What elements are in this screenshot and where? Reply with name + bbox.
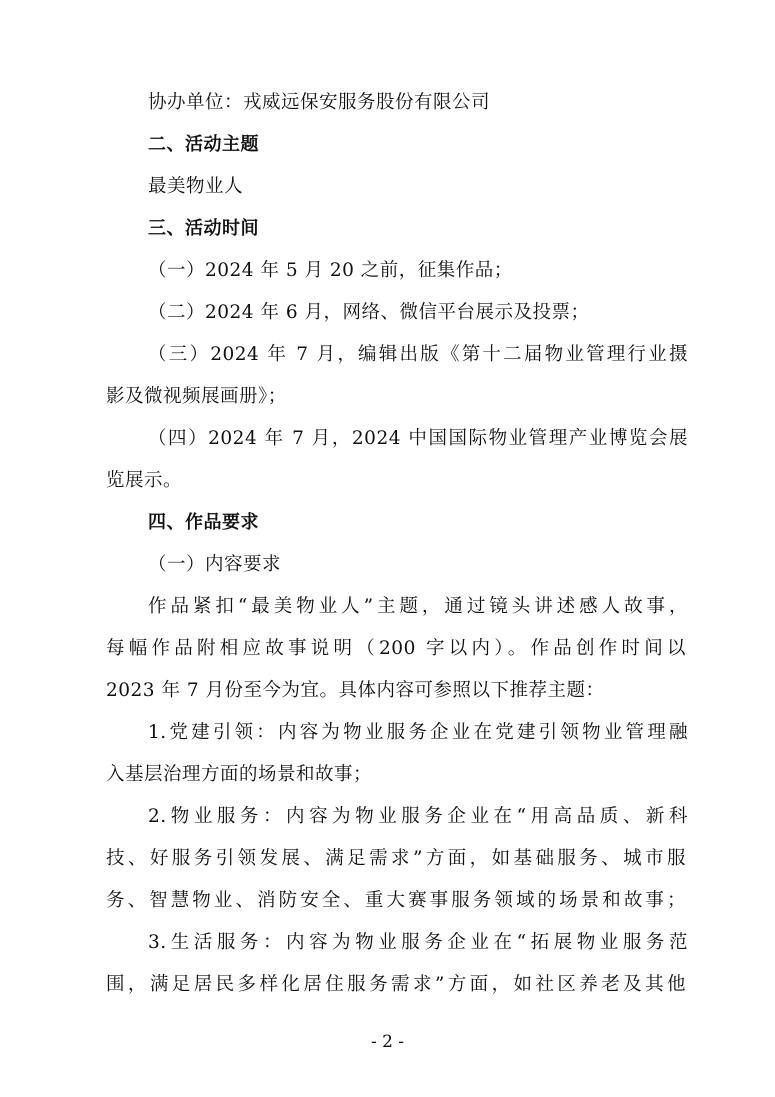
time-item-3-line-1: （三）2024 年 7 月，编辑出版《第十二届物业管理行业摄 bbox=[148, 344, 688, 365]
time-item-2: （二）2024 年 6 月，网络、微信平台展示及投票； bbox=[148, 302, 590, 323]
topic-2-line-1: 2.物业服务：内容为物业服务企业在“用高品质、新科 bbox=[148, 806, 688, 827]
time-item-4-line-1: （四）2024 年 7 月，2024 中国国际物业管理产业博览会展 bbox=[148, 428, 688, 449]
topic-3-line-2: 围，满足居民多样化居住服务需求”方面，如社区养老及其他 bbox=[106, 974, 686, 995]
theme-text: 最美物业人 bbox=[148, 176, 244, 197]
topic-1-line-2: 入基层治理方面的场景和故事； bbox=[106, 764, 373, 785]
topic-2-line-3: 务、智慧物业、消防安全、重大赛事服务领域的场景和故事； bbox=[106, 890, 686, 911]
requirements-paragraph-line-3: 2023 年 7 月份至今为宜。具体内容可参照以下推荐主题： bbox=[106, 680, 605, 701]
section-heading-time: 三、活动时间 bbox=[148, 218, 259, 239]
subheading-content-requirements: （一）内容要求 bbox=[148, 554, 282, 575]
page-number: - 2 - bbox=[370, 1032, 405, 1052]
section-heading-theme: 二、活动主题 bbox=[148, 134, 259, 155]
time-item-4-line-2: 览展示。 bbox=[106, 470, 183, 491]
topic-1-line-1: 1.党建引领：内容为物业服务企业在党建引领物业管理融 bbox=[148, 722, 688, 743]
requirements-paragraph-line-2: 每幅作品附相应故事说明（200 字以内）。作品创作时间以 bbox=[106, 638, 686, 659]
topic-3-line-1: 3.生活服务：内容为物业服务企业在“拓展物业服务范 bbox=[148, 932, 688, 953]
requirements-paragraph-line-1: 作品紧扣“最美物业人”主题，通过镜头讲述感人故事， bbox=[148, 596, 688, 617]
section-heading-requirements: 四、作品要求 bbox=[148, 512, 259, 533]
time-item-3-line-2: 影及微视频展画册》； bbox=[106, 386, 287, 407]
topic-2-line-2: 技、好服务引领发展、满足需求”方面，如基础服务、城市服 bbox=[106, 848, 686, 869]
time-item-1: （一）2024 年 5 月 20 之前，征集作品； bbox=[148, 260, 513, 281]
co-organizer-line: 协办单位：戎威远保安服务股份有限公司 bbox=[148, 92, 491, 113]
